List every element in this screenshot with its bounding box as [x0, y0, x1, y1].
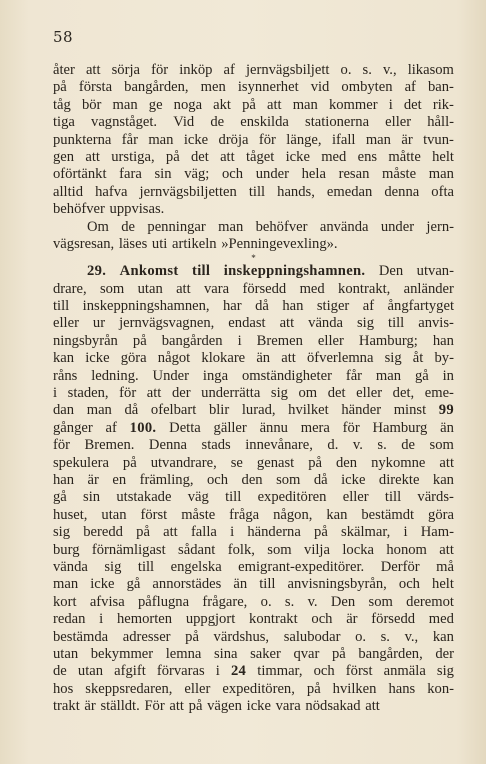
text-line: till inskeppningshamnen, har då han stiger af ångfartyget	[53, 298, 454, 315]
text-line: råns ledning. Under inga omständigheter får man gå in	[53, 367, 454, 384]
text-line: behöfver uppvisas.	[53, 201, 165, 218]
text-line: huset, utan först måste fråga någon, kan bestämdt göra	[53, 506, 454, 523]
text-line: sig beredd på att falla i händerna på skälmar, i Ham-	[53, 524, 454, 541]
text-line: kan icke göra något klokare än att öfverlemna sig åt by-	[53, 350, 454, 367]
text-line: alltid hafva jernvägsbiljetten till hands, emedan denna ofta	[53, 183, 454, 200]
text-line: bestämda adresser på värdshus, salubodar o. s. v., kan	[53, 628, 454, 645]
section-separator: *	[251, 253, 256, 264]
text-line: gånger af 100. Detta gäller ännu mera för Hamburg än	[53, 419, 454, 436]
text-line: oförtänkt fara sin väg; och under hela resan måste man	[53, 166, 454, 183]
text-line: på första bangården, men isynnerhet vid ombyten af ban-	[53, 79, 454, 96]
text-line: eller ur jernvägsvagnen, endast att vända sig till anvis-	[53, 315, 454, 332]
text-line: tiga vagnståget. Vid de enskilda stationerna eller håll-	[53, 114, 454, 131]
text-line: tåg bör man ge noga akt på att man kommer i det rik-	[53, 96, 454, 113]
text-line: punkterna får man icke dröja för länge, ifall man är tvun-	[53, 131, 454, 148]
text-line: åter att sörja för inköp af jernvägsbiljett o. s. v., likasom	[53, 62, 454, 78]
text-line: vända sig till engelska emigrant-expeditörer. Derför må	[53, 558, 454, 575]
text-line: utan bekymmer lemna sina saker qvar på bangården, der	[53, 645, 454, 662]
text-line: hos skeppsredaren, eller expeditören, på hvilken hans kon-	[53, 680, 454, 697]
text-line: dan man då ofelbart blir lurad, hvilket händer minst 99	[53, 402, 454, 419]
text-line: redan i hemorten uppgjort kontrakt och är försedd med	[53, 611, 454, 628]
text-line: de utan afgift förvaras i 24 timmar, och först anmäla sig	[53, 663, 454, 680]
text-line: för Bremen. Denna stads innevånare, d. v. s. de som	[53, 437, 454, 454]
text-line: drare, som utan att vara försedd med kontrakt, anländer	[53, 280, 454, 297]
text-line: trakt är ställdt. För att på vägen icke vara nödsakad att	[53, 698, 380, 715]
text-line: gen att urstiga, på det att tåget icke med ens måtte helt	[53, 148, 454, 165]
body-text	[53, 62, 454, 715]
text-line: spekulera på utvandrare, se genast på den nykomne att	[53, 454, 454, 471]
text-line: man icke gå annorstädes än till anvisningsbyrån, och helt	[53, 576, 454, 593]
text-line: ningsbyrån på bangården i Bremen eller Hamburg; han	[53, 332, 454, 349]
text-line: Om de penningar man behöfver använda under jern-	[87, 218, 454, 235]
text-line: vägsresan, läses uti artikeln »Penningevexling».	[53, 235, 338, 252]
text-line: i staden, för att der underrätta sig om det eller det, eme-	[53, 385, 454, 402]
text-line: han är en främling, och den som då icke direkte kan	[53, 471, 454, 488]
text-line: gå sin utstakade väg till expeditören eller till värds-	[53, 489, 454, 506]
text-line: kort afvisa påflugna frågare, o. s. v. Den som deremot	[53, 593, 454, 610]
text-line: 29. Ankomst till inskeppningshamnen. Den utvan-	[87, 263, 454, 280]
text-line: burg förnämligast sådant folk, som vilja locka honom att	[53, 541, 454, 558]
page-number: 58	[53, 28, 74, 46]
